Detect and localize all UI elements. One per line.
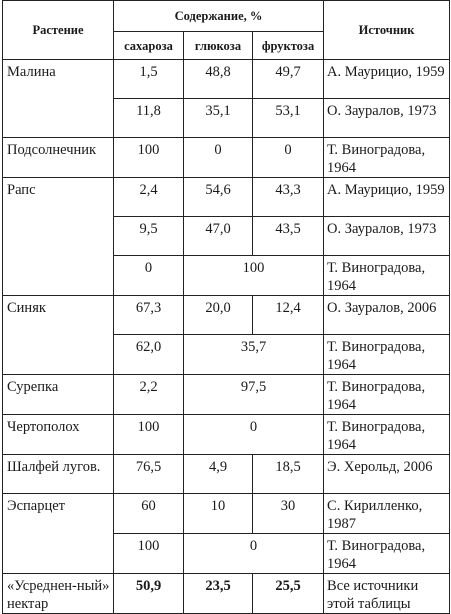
fructose-cell: 43,3 (253, 178, 324, 217)
fructose-cell: 30 (253, 494, 324, 534)
header-source: Источник (324, 1, 450, 60)
header-plant: Растение (3, 1, 114, 60)
fructose-cell: 18,5 (253, 455, 324, 494)
sugar-content-table-container (2, 0, 449, 614)
table-row (3, 296, 450, 335)
sucrose-cell: 100 (114, 415, 184, 455)
sucrose-cell: 9,5 (114, 217, 184, 256)
glucose-cell: 35,1 (184, 99, 253, 138)
sucrose-cell: 100 (114, 138, 184, 178)
table-row (3, 60, 450, 99)
header-fructose: фруктоза (253, 32, 324, 60)
header-glucose: глюкоза (184, 32, 253, 60)
source-cell: Т. Виноградова, 1964 (324, 534, 450, 574)
table-row-average (3, 574, 450, 614)
plant-cell: Эспарцет (3, 494, 114, 574)
source-cell: А. Маурицио, 1959 (324, 60, 450, 99)
table-row (3, 178, 450, 217)
glucose-cell: 23,5 (184, 574, 253, 614)
source-cell: Э. Херольд, 2006 (324, 455, 450, 494)
glucose-fructose-cell: 35,7 (184, 335, 324, 375)
source-cell: Т. Виноградова, 1964 (324, 138, 450, 178)
table-row (3, 415, 450, 455)
plant-cell: Малина (3, 60, 114, 138)
sucrose-cell: 1,5 (114, 60, 184, 99)
glucose-cell: 10 (184, 494, 253, 534)
sucrose-cell: 100 (114, 534, 184, 574)
fructose-cell: 53,1 (253, 99, 324, 138)
glucose-fructose-cell: 97,5 (184, 375, 324, 415)
plant-cell: «Усреднен-ный» нектар (3, 574, 114, 614)
glucose-cell: 0 (184, 138, 253, 178)
glucose-cell: 20,0 (184, 296, 253, 335)
fructose-cell: 0 (253, 138, 324, 178)
sucrose-cell: 2,4 (114, 178, 184, 217)
source-cell: Т. Виноградова, 1964 (324, 256, 450, 296)
sucrose-cell: 62,0 (114, 335, 184, 375)
table-row (3, 494, 450, 534)
sucrose-cell: 0 (114, 256, 184, 296)
source-cell: О. Зауралов, 1973 (324, 99, 450, 138)
sucrose-cell: 50,9 (114, 574, 184, 614)
table-row (3, 455, 450, 494)
sucrose-cell: 67,3 (114, 296, 184, 335)
plant-cell: Чертополох (3, 415, 114, 455)
source-cell: Все источники этой таблицы (324, 574, 450, 614)
glucose-cell: 4,9 (184, 455, 253, 494)
table-row (3, 375, 450, 415)
sucrose-cell: 2,2 (114, 375, 184, 415)
header-content: Содержание, % (114, 1, 324, 32)
table-header-row (3, 1, 450, 32)
header-sucrose: сахароза (114, 32, 184, 60)
fructose-cell: 12,4 (253, 296, 324, 335)
glucose-fructose-cell: 100 (184, 256, 324, 296)
glucose-fructose-cell: 0 (184, 534, 324, 574)
source-cell: Т. Виноградова, 1964 (324, 375, 450, 415)
glucose-cell: 54,6 (184, 178, 253, 217)
source-cell: О. Зауралов, 1973 (324, 217, 450, 256)
source-cell: О. Зауралов, 2006 (324, 296, 450, 335)
glucose-cell: 47,0 (184, 217, 253, 256)
fructose-cell: 43,5 (253, 217, 324, 256)
glucose-fructose-cell: 0 (184, 415, 324, 455)
plant-cell: Подсолнечник (3, 138, 114, 178)
fructose-cell: 25,5 (253, 574, 324, 614)
source-cell: А. Маурицио, 1959 (324, 178, 450, 217)
plant-cell: Сурепка (3, 375, 114, 415)
sugar-content-table (2, 0, 450, 614)
table-row (3, 138, 450, 178)
plant-cell: Рапс (3, 178, 114, 296)
sucrose-cell: 76,5 (114, 455, 184, 494)
plant-cell: Синяк (3, 296, 114, 375)
plant-cell: Шалфей лугов. (3, 455, 114, 494)
glucose-cell: 48,8 (184, 60, 253, 99)
source-cell: Т. Виноградова, 1964 (324, 415, 450, 455)
source-cell: Т. Виноградова, 1964 (324, 335, 450, 375)
sucrose-cell: 11,8 (114, 99, 184, 138)
source-cell: С. Кирилленко, 1987 (324, 494, 450, 534)
sucrose-cell: 60 (114, 494, 184, 534)
fructose-cell: 49,7 (253, 60, 324, 99)
